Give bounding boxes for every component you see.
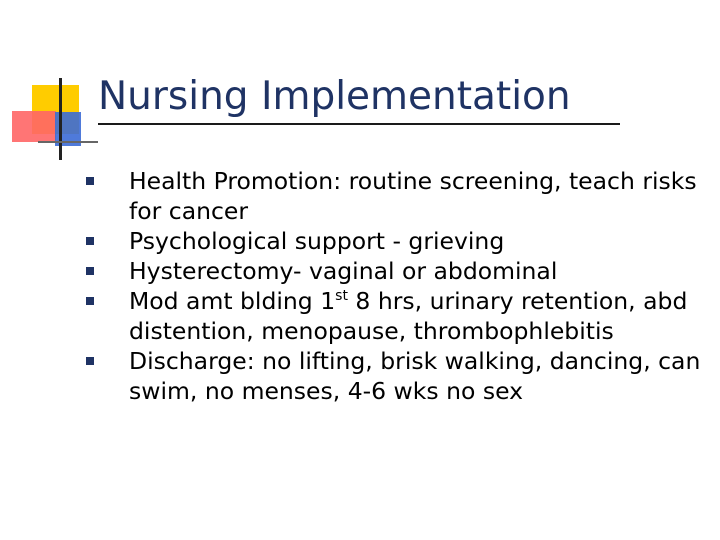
bullet-item — [86, 346, 706, 406]
bullet-text-part: Mod amt blding 1 — [129, 287, 336, 315]
bullet-item — [86, 286, 706, 346]
bullet-list — [86, 166, 706, 406]
bullet-text: Psychological support - grieving — [129, 227, 505, 255]
bullet-item — [86, 226, 706, 256]
superscript-text: st — [335, 288, 348, 304]
bullet-square-icon — [86, 267, 94, 275]
slide-title: Nursing Implementation — [98, 74, 571, 119]
title-underline — [98, 123, 620, 125]
logo-vertical-line — [59, 78, 62, 160]
logo-red-square — [12, 111, 56, 142]
bullet-text: Hysterectomy- vaginal or abdominal — [129, 257, 558, 285]
bullet-square-icon — [86, 237, 94, 245]
bullet-text: Health Promotion: routine screening, teach risks for cancer — [129, 167, 697, 225]
slide-logo-graphic — [0, 0, 110, 170]
bullet-text: Discharge: no lifting, brisk walking, dancing, can swim, no menses, 4-6 wks no sex — [129, 347, 701, 405]
bullet-text-part: 8 hrs, urinary retention, abd distention, menopause, thrombophlebitis — [129, 287, 688, 345]
bullet-square-icon — [86, 177, 94, 185]
bullet-square-icon — [86, 297, 94, 305]
bullet-item — [86, 256, 706, 286]
logo-horizontal-line — [38, 141, 98, 143]
bullet-item — [86, 166, 706, 226]
bullet-square-icon — [86, 357, 94, 365]
